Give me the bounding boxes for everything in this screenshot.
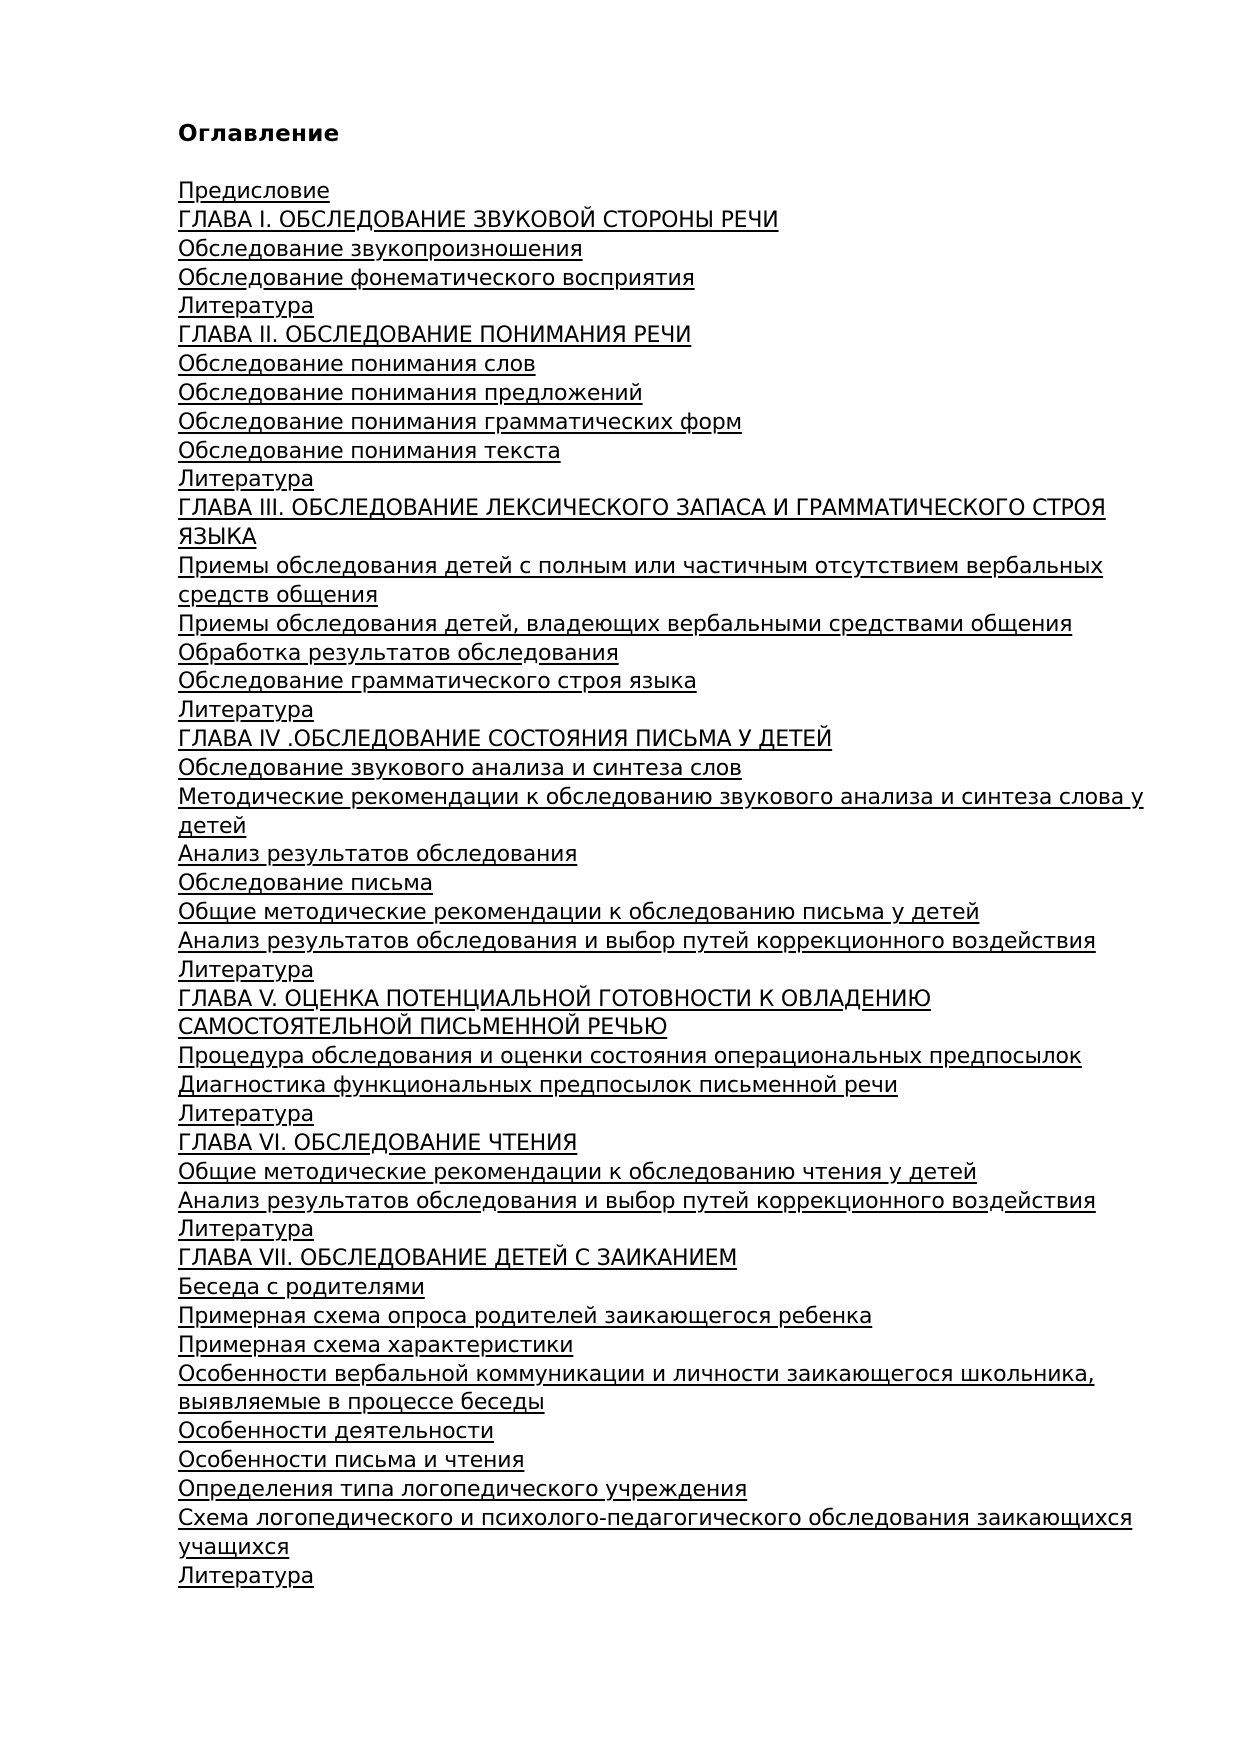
- toc-item: [178, 1130, 1168, 1159]
- toc-item: [178, 178, 1168, 207]
- toc-link[interactable]: Анализ результатов обследования и выбор путей коррекционного воздействия: [178, 1188, 1096, 1214]
- toc-item: [178, 1303, 1168, 1332]
- toc-link[interactable]: Литература: [178, 294, 314, 320]
- toc-link[interactable]: Литература: [178, 1563, 314, 1589]
- toc-link[interactable]: Литература: [178, 1102, 314, 1127]
- toc-item: [178, 870, 1168, 899]
- toc-item: [178, 640, 1168, 669]
- toc-link[interactable]: Анализ результатов обследования и выбор путей коррекционного воздействия: [178, 928, 1096, 954]
- toc-link[interactable]: Определения типа логопедического учреждения: [178, 1476, 748, 1502]
- toc-item: [178, 899, 1168, 928]
- toc-item: [178, 495, 1168, 553]
- toc-link[interactable]: Процедура обследования и оценки состояния операциональных предпосылок: [178, 1044, 1082, 1070]
- toc-link[interactable]: Литература: [178, 467, 314, 493]
- toc-item: [178, 1188, 1168, 1217]
- toc-item: [178, 1447, 1168, 1476]
- toc-link[interactable]: ГЛАВА II. ОБСЛЕДОВАНИЕ ПОНИМАНИЯ РЕЧИ: [178, 323, 692, 349]
- toc-item: [178, 928, 1168, 957]
- toc-link[interactable]: Обследование фонематического восприятия: [178, 265, 695, 291]
- toc-link[interactable]: Обследование понимания слов: [178, 352, 536, 378]
- toc-link[interactable]: ГЛАВА VII. ОБСЛЕДОВАНИЕ ДЕТЕЙ С ЗАИКАНИЕМ: [178, 1246, 738, 1272]
- toc-link[interactable]: Общие методические рекомендации к обследованию письма у детей: [178, 900, 980, 926]
- toc-item: [178, 553, 1168, 611]
- toc-link[interactable]: Приемы обследования детей, владеющих вербальными средствами общения: [178, 611, 1073, 637]
- toc-item: [178, 1418, 1168, 1447]
- toc-link[interactable]: ГЛАВА IV .ОБСЛЕДОВАНИЕ СОСТОЯНИЯ ПИСЬМА У ДЕТЕЙ: [178, 727, 833, 753]
- toc-item: [178, 986, 1168, 1044]
- toc-link[interactable]: Литература: [178, 957, 314, 983]
- toc-item: [178, 1216, 1168, 1245]
- toc-item: [178, 726, 1168, 755]
- toc-link[interactable]: Обследование звукопроизношения: [178, 236, 583, 262]
- toc-link[interactable]: Беседа с родителями: [178, 1275, 425, 1301]
- toc-link[interactable]: Обследование понимания предложений: [178, 380, 643, 406]
- toc-link[interactable]: Обследование понимания грамматических форм: [178, 409, 742, 435]
- toc-link[interactable]: Приемы обследования детей с полным или частичным отсутствием вербальных средств общения: [178, 553, 1104, 608]
- toc-item: [178, 409, 1168, 438]
- toc-link[interactable]: Анализ результатов обследования: [178, 842, 578, 868]
- toc-link[interactable]: Обследование звукового анализа и синтеза слов: [178, 755, 742, 781]
- toc-item: [178, 668, 1168, 697]
- toc-link[interactable]: Предисловие: [178, 179, 330, 204]
- toc-title: Оглавление: [178, 121, 340, 147]
- toc-link[interactable]: Литература: [178, 698, 314, 724]
- toc-link[interactable]: Литература: [178, 1217, 314, 1243]
- toc-item: [178, 784, 1168, 842]
- toc-list: [178, 178, 1168, 1591]
- toc-link[interactable]: Методические рекомендации к обследованию звукового анализа и синтеза слова у детей: [178, 784, 1144, 839]
- toc-item: [178, 1505, 1168, 1563]
- toc-item: [178, 351, 1168, 380]
- toc-link[interactable]: Примерная схема характеристики: [178, 1332, 574, 1358]
- toc-item: [178, 438, 1168, 467]
- toc-link[interactable]: ГЛАВА III. ОБСЛЕДОВАНИЕ ЛЕКСИЧЕСКОГО ЗАПАСА И ГРАММАТИЧЕСКОГО СТРОЯ ЯЗЫКА: [178, 496, 1106, 551]
- toc-link[interactable]: Особенности вербальной коммуникации и личности заикающегося школьника, выявляемые в процессе беседы: [178, 1361, 1095, 1416]
- toc-link[interactable]: Обработка результатов обследования: [178, 640, 619, 666]
- toc-item: [178, 466, 1168, 495]
- toc-link[interactable]: ГЛАВА VI. ОБСЛЕДОВАНИЕ ЧТЕНИЯ: [178, 1130, 578, 1156]
- toc-item: [178, 322, 1168, 351]
- toc-link[interactable]: ГЛАВА V. ОЦЕНКА ПОТЕНЦИАЛЬНОЙ ГОТОВНОСТИ К ОВЛАДЕНИЮ САМОСТОЯТЕЛЬНОЙ ПИСЬМЕННОЙ РЕЧЬЮ: [178, 986, 931, 1041]
- toc-link[interactable]: Примерная схема опроса родителей заикающегося ребенка: [178, 1303, 873, 1329]
- toc-link[interactable]: Обследование понимания текста: [178, 438, 561, 464]
- toc-item: [178, 265, 1168, 294]
- toc-item: [178, 611, 1168, 640]
- toc-item: [178, 1043, 1168, 1072]
- toc-item: [178, 1563, 1168, 1592]
- toc-item: [178, 293, 1168, 322]
- toc-item: [178, 207, 1168, 236]
- toc-link[interactable]: Общие методические рекомендации к обследованию чтения у детей: [178, 1159, 977, 1185]
- toc-item: [178, 1245, 1168, 1274]
- toc-item: [178, 755, 1168, 784]
- toc-item: [178, 1072, 1168, 1101]
- toc-link[interactable]: Обследование письма: [178, 871, 433, 897]
- toc-item: [178, 1361, 1168, 1419]
- toc-link[interactable]: Диагностика функциональных предпосылок письменной речи: [178, 1073, 898, 1099]
- toc-link[interactable]: Особенности письма и чтения: [178, 1448, 525, 1474]
- toc-link[interactable]: Схема логопедического и психолого-педагогического обследования заикающихся учащихся: [178, 1505, 1133, 1560]
- toc-item: [178, 1101, 1168, 1130]
- toc-link[interactable]: Особенности деятельности: [178, 1419, 495, 1445]
- toc-item: [178, 236, 1168, 265]
- toc-item: [178, 1332, 1168, 1361]
- toc-item: [178, 957, 1168, 986]
- toc-link[interactable]: ГЛАВА I. ОБСЛЕДОВАНИЕ ЗВУКОВОЙ СТОРОНЫ РЕЧИ: [178, 207, 779, 233]
- toc-item: [178, 1476, 1168, 1505]
- toc-item: [178, 380, 1168, 409]
- toc-item: [178, 697, 1168, 726]
- toc-link[interactable]: Обследование грамматического строя языка: [178, 669, 697, 695]
- toc-item: [178, 1159, 1168, 1188]
- toc-item: [178, 841, 1168, 870]
- toc-item: [178, 1274, 1168, 1303]
